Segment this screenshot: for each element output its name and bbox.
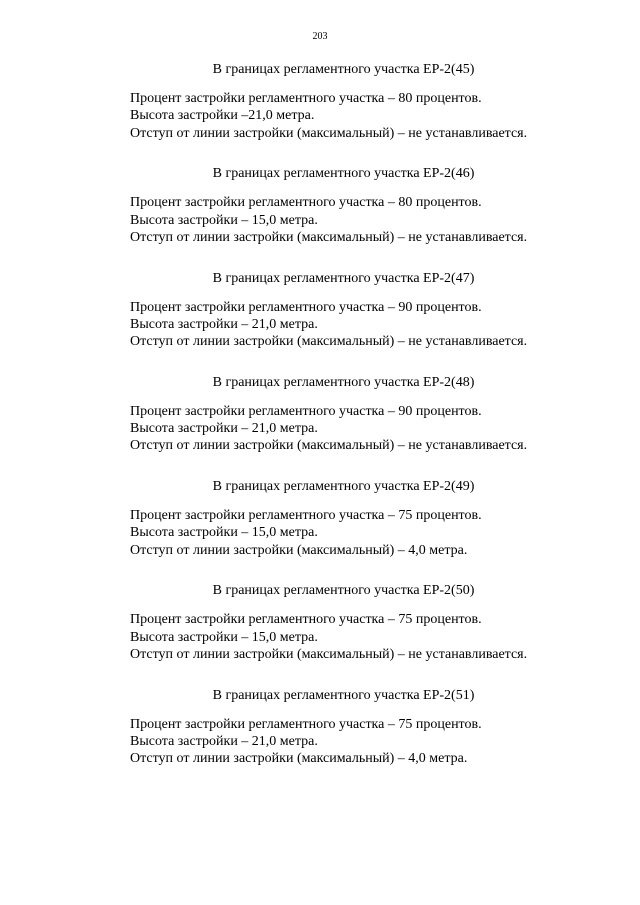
setback-line: Отступ от линии застройки (максимальный) – не устанавливается. — [130, 438, 528, 454]
section-heading: В границах регламентного участка ЕР-2(48) — [212, 374, 475, 390]
section-heading: В границах регламентного участка ЕР-2(50) — [212, 583, 475, 599]
setback-line: Отступ от линии застройки (максимальный) – не устанавливается. — [130, 229, 528, 245]
section-heading: В границах регламентного участка ЕР-2(51) — [212, 687, 475, 703]
section-heading: В границах регламентного участка ЕР-2(45) — [212, 62, 475, 77]
section-heading: В границах регламентного участка ЕР-2(46) — [212, 166, 475, 182]
section-heading: В границах регламентного участка ЕР-2(47) — [212, 270, 475, 286]
section — [130, 164, 600, 268]
setback-line: Отступ от линии застройки (максимальный) – 4,0 метра. — [130, 751, 468, 767]
building-height-line: Высота застройки – 21,0 метра. — [130, 421, 318, 437]
section-heading: В границах регламентного участка ЕР-2(49) — [212, 479, 475, 495]
building-percent-line: Процент застройки регламентного участка – 75 процентов. — [130, 612, 482, 628]
page-number: 203 — [312, 31, 328, 42]
section — [130, 686, 600, 790]
building-height-line: Высота застройки – 15,0 метра. — [130, 212, 318, 228]
building-percent-line: Процент застройки регламентного участка – 80 процентов. — [130, 195, 482, 211]
building-percent-line: Процент застройки регламентного участка – 90 процентов. — [130, 299, 482, 315]
building-height-line: Высота застройки – 21,0 метра. — [130, 316, 318, 332]
section — [130, 581, 600, 685]
building-percent-line: Процент застройки регламентного участка – 75 процентов. — [130, 716, 482, 732]
building-height-line: Высота застройки – 15,0 метра. — [130, 525, 318, 541]
section — [130, 60, 600, 164]
section — [130, 477, 600, 581]
setback-line: Отступ от линии застройки (максимальный) – не устанавливается. — [130, 647, 528, 663]
building-height-line: Высота застройки –21,0 метра. — [130, 108, 315, 124]
setback-line: Отступ от линии застройки (максимальный) – не устанавливается. — [130, 125, 528, 141]
setback-line: Отступ от линии застройки (максимальный) – не устанавливается. — [130, 334, 528, 350]
setback-line: Отступ от линии застройки (максимальный) – 4,0 метра. — [130, 542, 468, 558]
building-percent-line: Процент застройки регламентного участка – 90 процентов. — [130, 403, 482, 419]
document-body — [130, 60, 600, 790]
section — [130, 269, 600, 373]
building-height-line: Высота застройки – 15,0 метра. — [130, 629, 318, 645]
building-percent-line: Процент застройки регламентного участка – 75 процентов. — [130, 508, 482, 524]
section — [130, 373, 600, 477]
building-height-line: Высота застройки – 21,0 метра. — [130, 734, 318, 750]
building-percent-line: Процент застройки регламентного участка – 80 процентов. — [130, 91, 482, 106]
